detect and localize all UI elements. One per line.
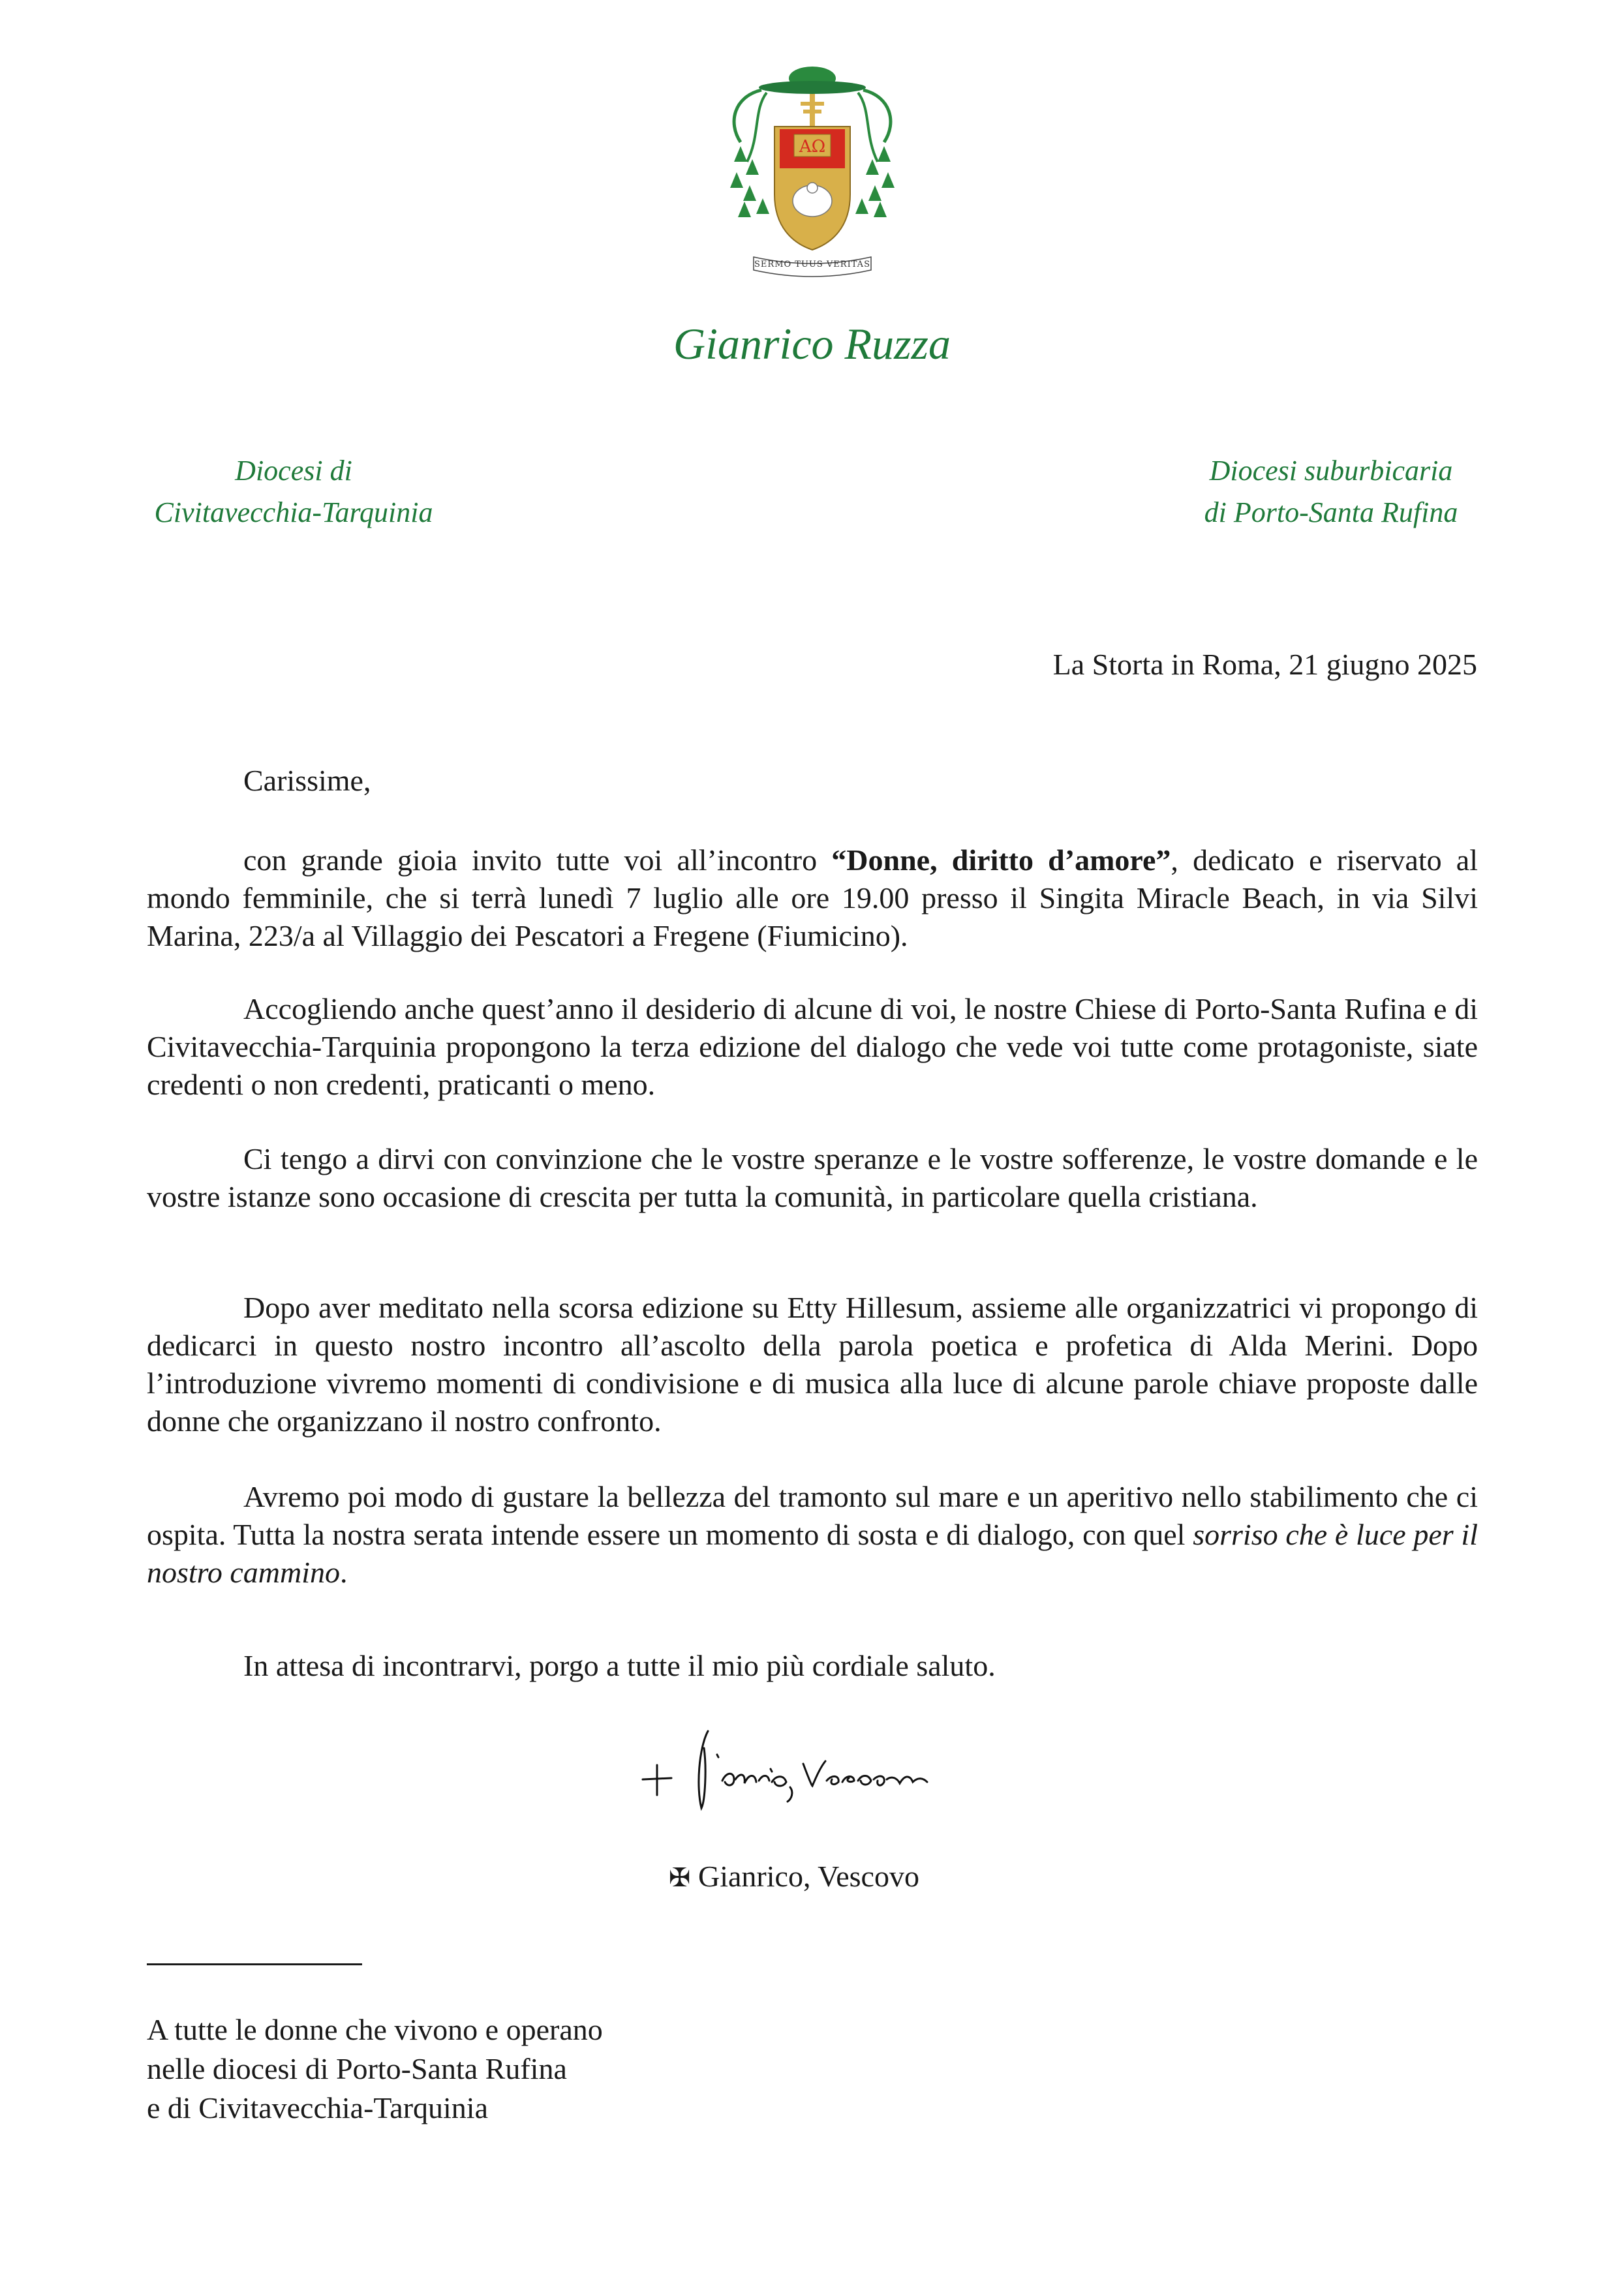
diocese-right-line-1: Diocesi suburbicaria [1209,455,1453,487]
diocese-left [147,450,440,534]
salutation: Carissime, [243,764,371,797]
p1-text-a: con grande gioia invito tutte voi all’incontro [243,843,832,877]
p4-text: Dopo aver meditato nella scorsa edizione su Etty Hillesum, assieme alle organizzatrici vi propongo di dedicarci in questo nostro incontro all’ascolto della parola poetica e profetica di Alda Merini. Dopo l’introduzione vivremo momenti di condivisione e di musica alla luce di alcune parole chiave proposte dalle donne che organizzano il nostro confronto. [147,1291,1478,1438]
p5-text-b: . [340,1556,348,1589]
event-title: “Donne, diritto d’amore” [831,843,1171,877]
diocese-left-line-1: Diocesi di [235,455,352,487]
p5-italic: sorriso che è luce per il nostro cammino [147,1518,1478,1589]
diocese-left-line-2: Civitavecchia-Tarquinia [154,496,433,528]
p3-text: Ci tengo a dirvi con convinzione che le vostre speranze e le vostre sofferenze, le vostre domande e le vostre istanze sono occasione di crescita per tutta la comunità, in particolare quella cristiana. [147,1142,1478,1213]
handwritten-signature [636,1722,1002,1813]
p2-text: Accogliendo anche quest’anno il desiderio di alcune di voi, le nostre Chiese di Porto-Santa Rufina e di Civitavecchia-Tarquinia propongono la terza edizione del dialogo che vede voi tutte come protagoniste, siate credenti o non credenti, praticanti o meno. [147,992,1478,1101]
crest-motto: SERMO TUUS VERITAS [754,260,870,269]
footnote-divider [147,1963,362,1965]
p6-text: In attesa di incontrarvi, porgo a tutte il mio più cordiale saluto. [243,1649,996,1682]
signoff-name: Gianrico, Vescovo [698,1860,919,1893]
paragraph-edition [147,990,1478,1104]
date-line: La Storta in Roma, 21 giugno 2025 [1052,648,1477,681]
recipients-block [147,2010,603,2128]
paragraph-greeting [243,1647,1483,1685]
paragraph-conviction [147,1140,1478,1216]
recipients-line-3: e di Civitavecchia-Tarquinia [147,2091,489,2124]
paragraph-invitation [147,841,1478,955]
diocese-right [1194,450,1468,534]
crest-letters: AΩ [799,137,826,157]
coat-of-arms-crest [721,64,904,279]
paragraph-sunset [147,1478,1478,1592]
recipients-line-2: nelle diocesi di Porto-Santa Rufina [147,2052,567,2085]
cross-icon: ✠ [669,1863,691,1893]
bishop-name: Gianrico Ruzza [673,319,951,369]
recipients-line-1: A tutte le donne che vivono e operano [147,2013,603,2046]
p1-text-b: , dedicato e riservato al mondo femminile, che si terrà lunedì 7 luglio alle ore 19.00 presso il Singita Miracle Beach, in via Silvi Marina, 223/a al Villaggio dei Pescatori a Fregene (Fiumicino). [147,843,1478,952]
paragraph-program [147,1289,1478,1440]
p5-text-a: Avremo poi modo di gustare la bellezza del tramonto sul mare e un aperitivo nello stabilimento che ci ospita. Tutta la nostra serata intende essere un momento di sosta e di dialogo, con quel [147,1480,1478,1551]
signoff [669,1858,919,1897]
diocese-right-line-2: di Porto-Santa Rufina [1204,496,1458,528]
